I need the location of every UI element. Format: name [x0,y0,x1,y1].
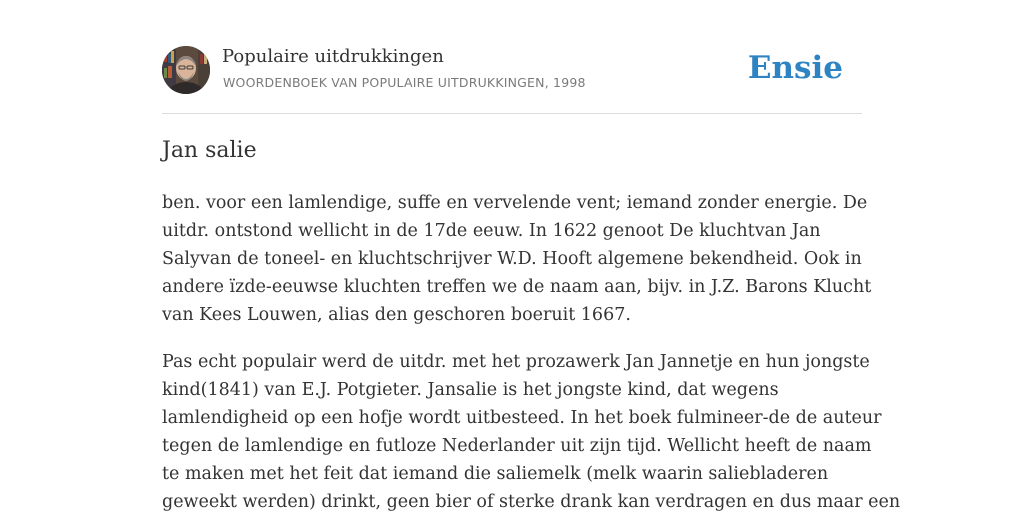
source-title-link[interactable]: Populaire uitdrukkingen [222,46,444,67]
text-line: geweekt werden) drinkt, geen bier of sterke drank kan verdragen en dus maar een [162,492,901,512]
source-header [162,0,862,114]
author-avatar[interactable] [162,46,210,94]
entry-container [162,0,901,512]
paragraph-1 [162,189,872,329]
source-subtitle: WOORDENBOEK VAN POPULAIRE UITDRUKKINGEN, 1998 [223,75,586,90]
text-line: tegen de lamlendige en futloze Nederlander uit zijn tijd. Wellicht heeft de naam [162,436,872,456]
text-line: van Kees Louwen, alias den geschoren boeruit 1667. [162,305,631,325]
paragraph-2 [162,348,901,512]
entry-title: Jan salie [162,138,257,163]
text-line: te maken met het feit dat iemand die saliemelk (melk waarin saliebladeren [162,464,829,484]
text-line: kind(1841) van E.J. Potgieter. Jansalie is het jongste kind, dat wegens [162,380,779,400]
entry-body [162,189,901,512]
text-line: Salyvan de toneel- en kluchtschrijver W.D. Hooft algemene bekendheid. Ook in [162,249,862,269]
text-line: lamlendigheid op een hofje wordt uitbesteed. In het boek fulmineer-de de auteur [162,408,882,428]
text-line: andere ïzde-eeuwse kluchten treffen we de naam aan, bijv. in J.Z. Barons Klucht [162,277,872,297]
text-line: uitdr. ontstond wellicht in de 17de eeuw. In 1622 genoot De kluchtvan Jan [162,221,821,241]
text-line: ben. voor een lamlendige, suffe en vervelende vent; iemand zonder energie. De [162,193,868,213]
author-portrait-icon [162,46,210,94]
ensie-logo[interactable]: Ensie [747,50,843,86]
text-line: Pas echt populair werd de uitdr. met het prozawerk Jan Jannetje en hun jongste [162,352,870,372]
